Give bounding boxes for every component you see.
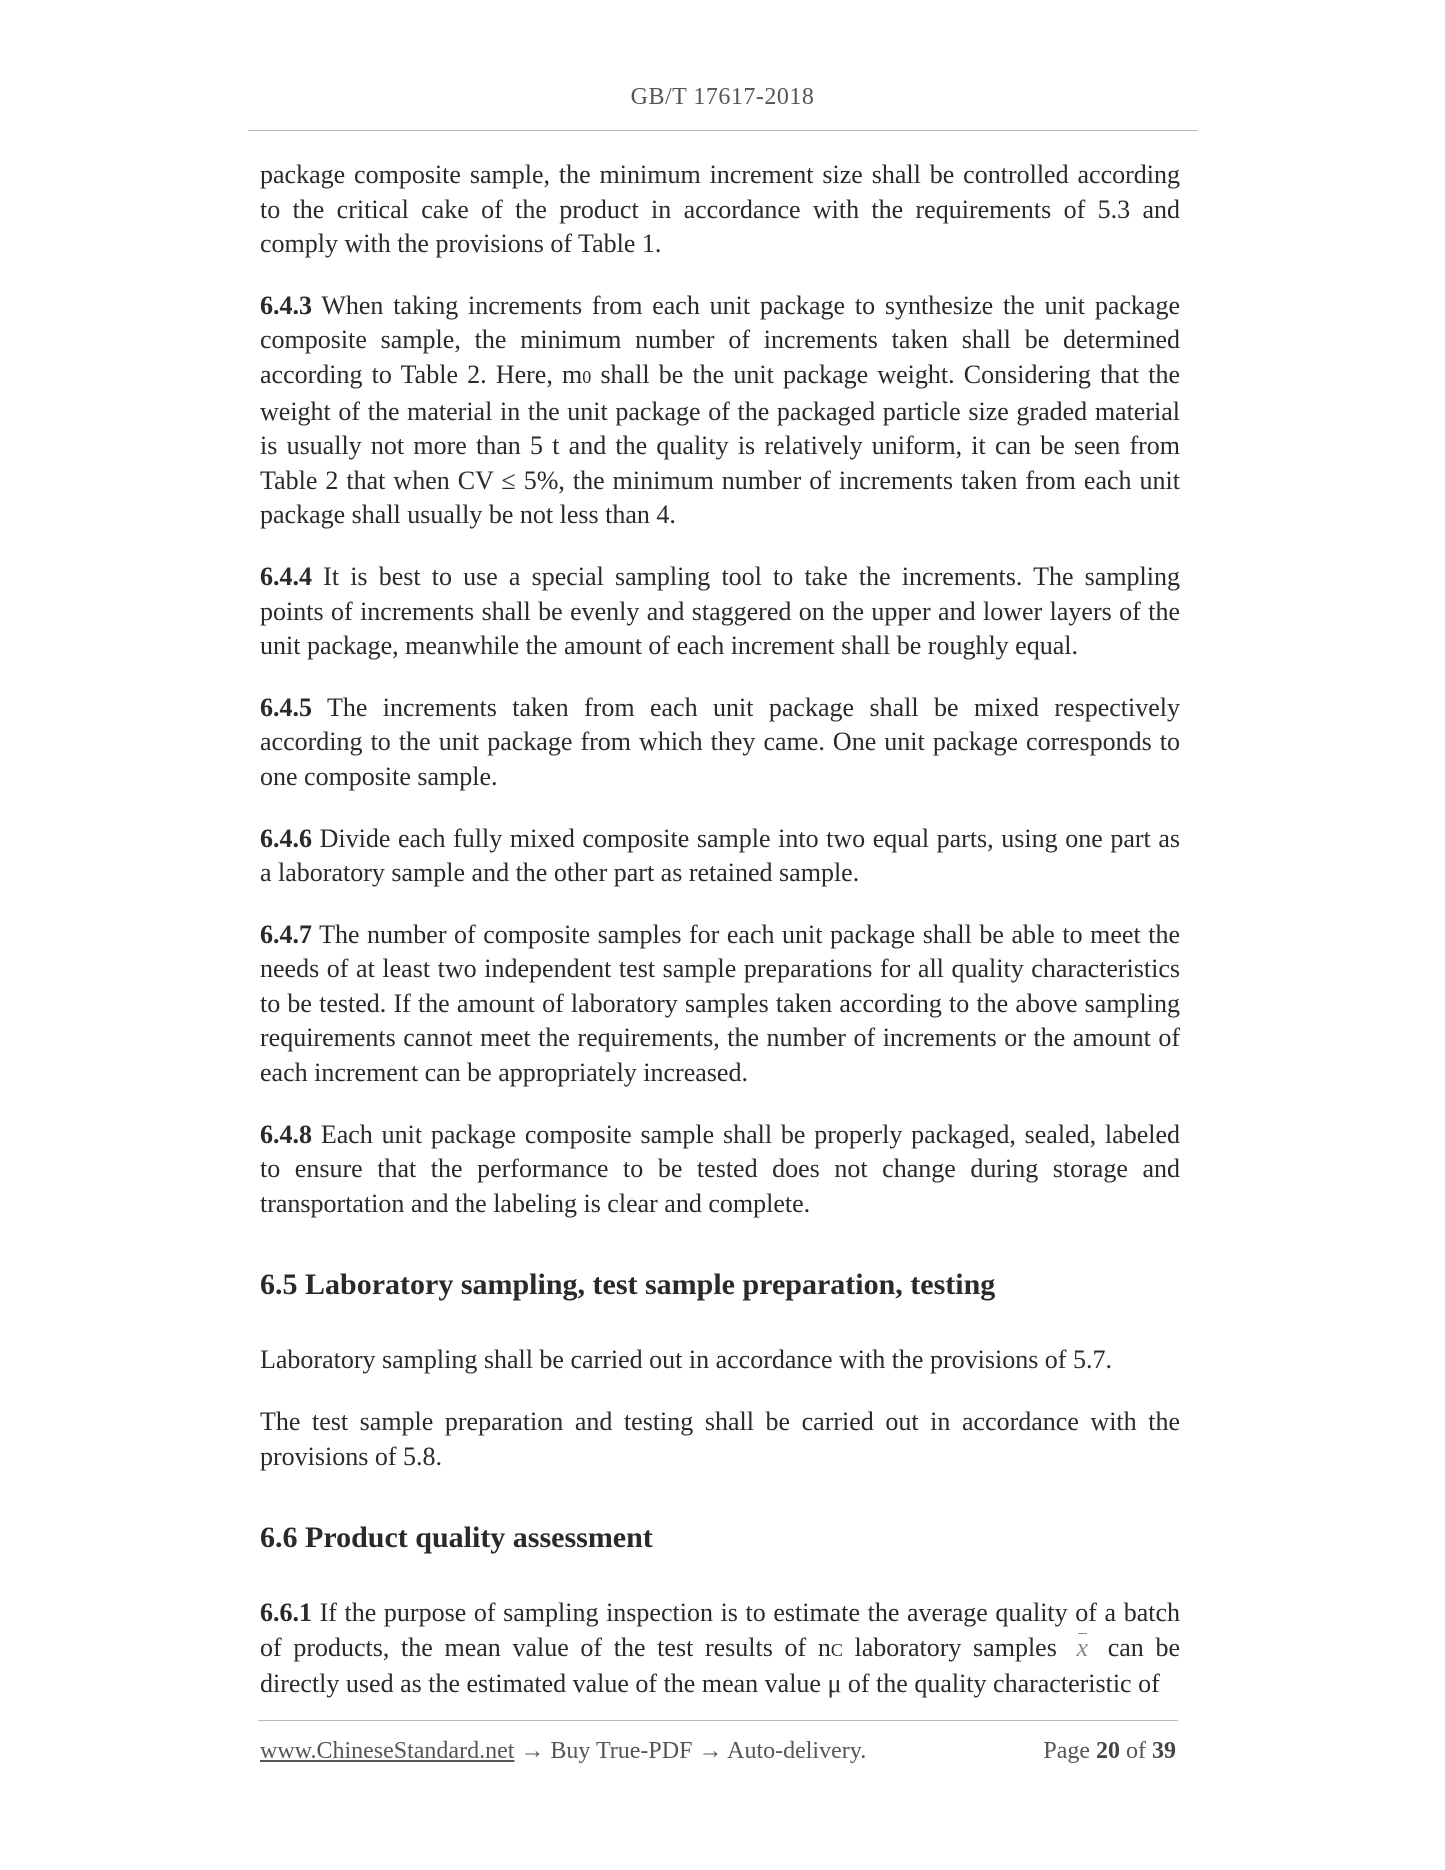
footer-tagline: → Buy True-PDF → Auto-delivery. bbox=[514, 1738, 867, 1764]
clause-text: The increments taken from each unit package shall be mixed respectively according to the unit package from which they came. One unit package corresponds to one composite sample. bbox=[260, 692, 1180, 791]
page-indicator bbox=[1043, 1738, 1176, 1765]
page-header: GB/T 17617-2018 bbox=[630, 84, 815, 110]
page-number: 20 bbox=[1096, 1738, 1120, 1764]
footer-divider bbox=[258, 1720, 1178, 1721]
clause-6-4-6 bbox=[260, 822, 1180, 891]
page-footer bbox=[260, 1738, 1176, 1765]
clause-number: 6.4.7 bbox=[260, 919, 312, 949]
clause-6-4-8 bbox=[260, 1118, 1180, 1222]
clause-text: shall be the unit package weight. Considering that the weight of the material in the unit package of the packaged particle size graded material is usually not more than 5 t and the quality is relatively uniform, it can be seen from Table 2 that when CV ≤ 5%, the minimum number of increments taken from each unit package shall usually be not less than 4. bbox=[260, 359, 1180, 530]
subscript: C bbox=[830, 1639, 843, 1660]
paragraph-text: package composite sample, the minimum increment size shall be controlled according to the critical cake of the product in accordance with the requirements of 5.3 and comply with the provisions of Table 1. bbox=[260, 160, 1180, 259]
paragraph bbox=[260, 1343, 1180, 1378]
clause-number: 6.6.1 bbox=[260, 1598, 312, 1628]
site-link[interactable]: www.ChineseStandard.net bbox=[260, 1738, 515, 1764]
clause-number: 6.4.5 bbox=[260, 692, 312, 722]
paragraph bbox=[260, 158, 1180, 262]
page-total: 39 bbox=[1152, 1738, 1176, 1764]
clause-number: 6.4.3 bbox=[260, 290, 312, 320]
clause-text: Each unit package composite sample shall be properly packaged, sealed, labeled to ensure that the performance to be tested does not change during storage and transportation and the labeling is clear and complete. bbox=[260, 1119, 1180, 1218]
clause-text: can be directly used as the estimated value of the mean value μ of the quality characteristic of bbox=[260, 1632, 1181, 1699]
clause-6-4-5 bbox=[260, 691, 1180, 795]
clause-text: When taking increments from each unit package to synthesize the unit package composite sample, the minimum number of increments taken shall be determined according to Table 2. Here, m bbox=[260, 290, 1180, 389]
header-divider bbox=[248, 130, 1198, 131]
clause-6-4-7 bbox=[260, 918, 1180, 1091]
subscript: 0 bbox=[582, 366, 592, 387]
clause-text: Divide each fully mixed composite sample into two equal parts, using one part as a laboratory sample and the other part as retained sample. bbox=[260, 823, 1180, 888]
page-label: Page bbox=[1043, 1738, 1096, 1764]
paragraph-text: The test sample preparation and testing shall be carried out in accordance with the provisions of 5.8. bbox=[260, 1407, 1180, 1471]
clause-number: 6.4.6 bbox=[260, 823, 312, 853]
clause-text: The number of composite samples for each unit package shall be able to meet the needs of at least two independent test sample preparations for all quality characteristics to be tested. If the amount of laboratory samples taken according to the above sampling requirements cannot meet the requirements, the number of increments or the amount of each increment can be appropriately increased. bbox=[260, 919, 1180, 1088]
x-bar-symbol: x bbox=[1069, 1631, 1097, 1666]
clause-text: It is best to use a special sampling tool to take the increments. The sampling points of increments shall be evenly and staggered on the upper and lower layers of the unit package, meanwhile the amount of each increment shall be roughly equal. bbox=[260, 561, 1180, 661]
clause-text: laboratory samples bbox=[842, 1632, 1069, 1662]
clause-number: 6.4.4 bbox=[260, 561, 312, 591]
clause-text: If the purpose of sampling inspection is to estimate the average quality of a batch of products, the mean value of the test results of n bbox=[260, 1598, 1180, 1662]
section-heading-6-6: 6.6 Product quality assessment bbox=[260, 1521, 653, 1555]
paragraph-text: Laboratory sampling shall be carried out in accordance with the provisions of 5.7. bbox=[260, 1345, 1112, 1375]
page-content bbox=[260, 158, 1180, 1729]
clause-number: 6.4.8 bbox=[260, 1119, 312, 1149]
clause-6-4-3 bbox=[260, 289, 1180, 533]
section-heading-6-5: 6.5 Laboratory sampling, test sample preparation, testing bbox=[260, 1268, 996, 1302]
clause-6-6-1 bbox=[260, 1596, 1180, 1702]
of-label: of bbox=[1120, 1738, 1152, 1764]
paragraph bbox=[260, 1405, 1180, 1474]
clause-6-4-4 bbox=[260, 560, 1180, 664]
